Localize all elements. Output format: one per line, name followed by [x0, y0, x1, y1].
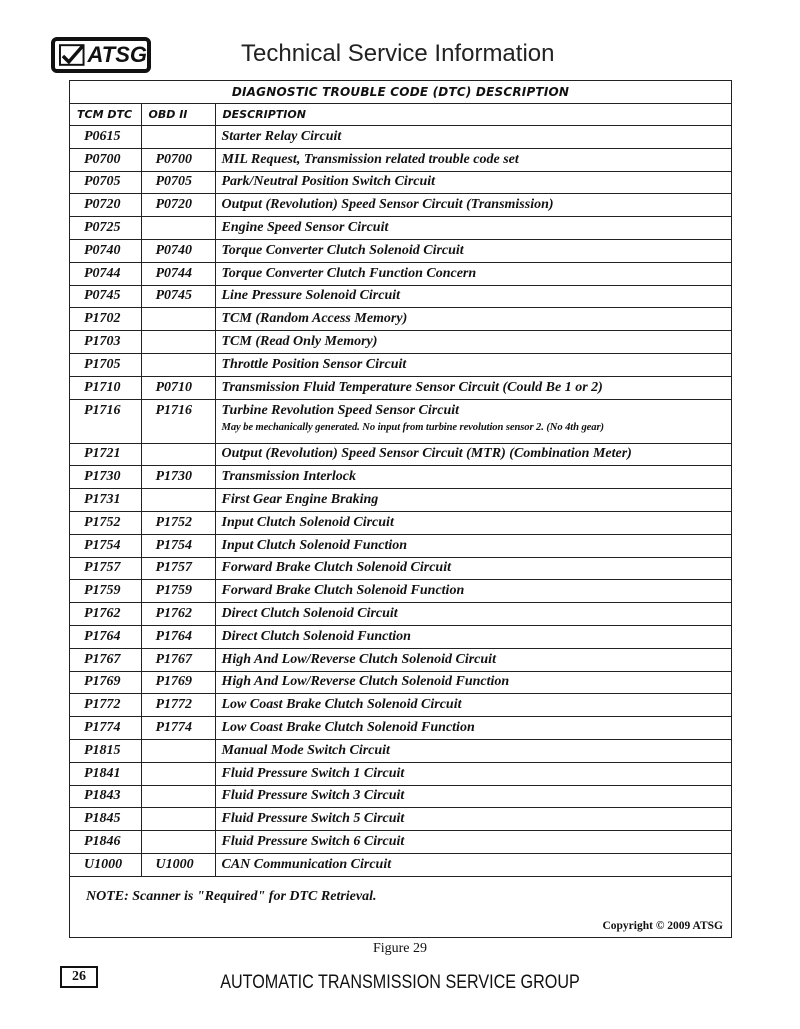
table-row — [70, 762, 731, 785]
table-row — [70, 511, 731, 534]
obd-ii-cell: P1759 — [141, 580, 215, 603]
obd-ii-cell: P1716 — [141, 399, 215, 443]
tcm-dtc-cell: P1754 — [70, 534, 141, 557]
tcm-dtc-cell: P1774 — [70, 717, 141, 740]
description-cell — [215, 443, 731, 466]
description-cell — [215, 580, 731, 603]
page-number: 26 — [60, 966, 98, 988]
obd-ii-cell: P1769 — [141, 671, 215, 694]
obd-ii-cell: P0745 — [141, 285, 215, 308]
description-text: Low Coast Brake Clutch Solenoid Circuit — [221, 697, 462, 713]
obd-ii-cell: P0740 — [141, 239, 215, 262]
table-row — [70, 580, 731, 603]
tcm-dtc-cell: P1705 — [70, 353, 141, 376]
description-text: Transmission Interlock — [221, 469, 356, 485]
tcm-dtc-cell: P1769 — [70, 671, 141, 694]
obd-ii-cell — [141, 443, 215, 466]
description-text: First Gear Engine Braking — [221, 492, 379, 508]
description-text: Direct Clutch Solenoid Circuit — [221, 606, 398, 622]
description-text: Engine Speed Sensor Circuit — [221, 220, 389, 236]
description-cell — [215, 739, 731, 762]
obd-ii-cell: P1754 — [141, 534, 215, 557]
figure-caption: Figure 29 — [372, 941, 428, 956]
table-row — [70, 808, 731, 831]
table-caption: DIAGNOSTIC TROUBLE CODE (DTC) DESCRIPTION — [70, 81, 731, 104]
description-cell — [215, 853, 731, 876]
column-header-tcm-dtc: TCM DTC — [70, 104, 141, 126]
description-cell — [215, 399, 731, 443]
tcm-dtc-cell: P1703 — [70, 331, 141, 354]
tcm-dtc-cell: P1815 — [70, 739, 141, 762]
table-row — [70, 171, 731, 194]
description-cell — [215, 808, 731, 831]
table-row — [70, 625, 731, 648]
description-text: TCM (Read Only Memory) — [221, 334, 378, 350]
description-text: Direct Clutch Solenoid Function — [221, 628, 411, 644]
tcm-dtc-cell: U1000 — [70, 853, 141, 876]
table-row — [70, 717, 731, 740]
tcm-dtc-cell: P0615 — [70, 126, 141, 149]
tcm-dtc-cell: P0700 — [70, 148, 141, 171]
table-row — [70, 557, 731, 580]
obd-ii-cell: P0710 — [141, 376, 215, 399]
description-text: Torque Converter Clutch Function Concern — [221, 265, 477, 281]
copyright: Copyright © 2009 ATSG — [602, 920, 723, 932]
tcm-dtc-cell: P0745 — [70, 285, 141, 308]
dtc-table-body — [70, 126, 731, 877]
footer-title: AUTOMATIC TRANSMISSION SERVICE GROUP — [220, 972, 580, 993]
tcm-dtc-cell: P0705 — [70, 171, 141, 194]
table-row — [70, 239, 731, 262]
table-row — [70, 853, 731, 876]
description-note: May be mechanically generated. No input from turbine revolution sensor 2. (No 4th gear) — [221, 421, 604, 433]
tcm-dtc-cell: P1772 — [70, 694, 141, 717]
description-cell — [215, 762, 731, 785]
description-cell — [215, 262, 731, 285]
table-row — [70, 353, 731, 376]
description-text: High And Low/Reverse Clutch Solenoid Function — [221, 674, 510, 690]
table-row — [70, 285, 731, 308]
table-row — [70, 217, 731, 240]
obd-ii-cell — [141, 126, 215, 149]
tcm-dtc-cell: P1764 — [70, 625, 141, 648]
description-cell — [215, 511, 731, 534]
obd-ii-cell — [141, 308, 215, 331]
obd-ii-cell — [141, 785, 215, 808]
table-row — [70, 308, 731, 331]
description-text: Throttle Position Sensor Circuit — [221, 356, 407, 372]
table-row — [70, 739, 731, 762]
description-cell — [215, 671, 731, 694]
description-text: Manual Mode Switch Circuit — [221, 742, 390, 758]
tcm-dtc-cell: P1721 — [70, 443, 141, 466]
obd-ii-cell — [141, 831, 215, 854]
description-text: Turbine Revolution Speed Sensor Circuit — [221, 402, 460, 418]
tcm-dtc-cell: P1710 — [70, 376, 141, 399]
obd-ii-cell: P0720 — [141, 194, 215, 217]
tcm-dtc-cell: P1767 — [70, 648, 141, 671]
description-cell — [215, 194, 731, 217]
dtc-figure-box — [69, 80, 732, 938]
obd-ii-cell: P1774 — [141, 717, 215, 740]
obd-ii-cell: P1764 — [141, 625, 215, 648]
tcm-dtc-cell: P1730 — [70, 466, 141, 489]
obd-ii-cell: P1767 — [141, 648, 215, 671]
description-cell — [215, 308, 731, 331]
dtc-table — [70, 104, 731, 877]
table-row — [70, 489, 731, 512]
table-row — [70, 331, 731, 354]
description-text: Output (Revolution) Speed Sensor Circuit (Transmission) — [221, 197, 554, 213]
obd-ii-cell — [141, 762, 215, 785]
table-row — [70, 831, 731, 854]
description-text: Output (Revolution) Speed Sensor Circuit (MTR) (Combination Meter) — [221, 446, 632, 462]
description-cell — [215, 466, 731, 489]
description-cell — [215, 239, 731, 262]
table-row — [70, 399, 731, 443]
description-cell — [215, 603, 731, 626]
tcm-dtc-cell: P1845 — [70, 808, 141, 831]
obd-ii-cell: P1730 — [141, 466, 215, 489]
obd-ii-cell — [141, 217, 215, 240]
tcm-dtc-cell: P1752 — [70, 511, 141, 534]
description-cell — [215, 557, 731, 580]
description-cell — [215, 376, 731, 399]
description-text: Fluid Pressure Switch 3 Circuit — [221, 788, 405, 804]
description-text: High And Low/Reverse Clutch Solenoid Circuit — [221, 651, 496, 667]
description-text: Forward Brake Clutch Solenoid Function — [221, 583, 465, 599]
table-row — [70, 534, 731, 557]
description-text: Line Pressure Solenoid Circuit — [221, 288, 401, 304]
description-text: Park/Neutral Position Switch Circuit — [221, 174, 436, 190]
description-cell — [215, 694, 731, 717]
description-text: Low Coast Brake Clutch Solenoid Function — [221, 720, 475, 736]
description-cell — [215, 625, 731, 648]
description-cell — [215, 717, 731, 740]
description-text: TCM (Random Access Memory) — [221, 311, 408, 327]
description-cell — [215, 534, 731, 557]
description-text: Fluid Pressure Switch 6 Circuit — [221, 834, 405, 849]
obd-ii-cell: P0744 — [141, 262, 215, 285]
tcm-dtc-cell: P1702 — [70, 308, 141, 331]
table-row — [70, 694, 731, 717]
obd-ii-cell: P0700 — [141, 148, 215, 171]
tcm-dtc-cell: P0740 — [70, 239, 141, 262]
obd-ii-cell — [141, 331, 215, 354]
obd-ii-cell: P1762 — [141, 603, 215, 626]
tcm-dtc-cell: P1843 — [70, 785, 141, 808]
tcm-dtc-cell: P1846 — [70, 831, 141, 854]
description-cell — [215, 831, 731, 854]
description-cell — [215, 331, 731, 354]
description-text: Fluid Pressure Switch 1 Circuit — [221, 765, 405, 781]
table-row — [70, 376, 731, 399]
tcm-dtc-cell: P0725 — [70, 217, 141, 240]
table-row — [70, 671, 731, 694]
table-row — [70, 466, 731, 489]
obd-ii-cell — [141, 739, 215, 762]
tcm-dtc-cell: P1762 — [70, 603, 141, 626]
description-text: Fluid Pressure Switch 5 Circuit — [221, 811, 405, 827]
tcm-dtc-cell: P0744 — [70, 262, 141, 285]
description-text: Input Clutch Solenoid Circuit — [221, 514, 394, 530]
tcm-dtc-cell: P1841 — [70, 762, 141, 785]
column-header-obd-ii: OBD II — [141, 104, 215, 126]
obd-ii-cell — [141, 808, 215, 831]
table-row — [70, 648, 731, 671]
checkmark-icon — [59, 44, 85, 66]
tcm-dtc-cell: P0720 — [70, 194, 141, 217]
description-cell — [215, 171, 731, 194]
page-title: Technical Service Information — [241, 40, 555, 67]
table-row — [70, 126, 731, 149]
obd-ii-cell: U1000 — [141, 853, 215, 876]
atsg-logo — [51, 37, 151, 73]
table-row — [70, 785, 731, 808]
tcm-dtc-cell: P1731 — [70, 489, 141, 512]
description-cell — [215, 217, 731, 240]
table-row — [70, 262, 731, 285]
tcm-dtc-cell: P1759 — [70, 580, 141, 603]
obd-ii-cell: P1772 — [141, 694, 215, 717]
description-cell — [215, 148, 731, 171]
table-row — [70, 148, 731, 171]
logo-text: ATSG — [87, 42, 147, 67]
description-cell — [215, 785, 731, 808]
table-row — [70, 194, 731, 217]
tcm-dtc-cell: P1716 — [70, 399, 141, 443]
obd-ii-cell: P1752 — [141, 511, 215, 534]
obd-ii-cell — [141, 489, 215, 512]
description-text: Input Clutch Solenoid Function — [221, 537, 408, 553]
description-cell — [215, 285, 731, 308]
description-cell — [215, 126, 731, 149]
tcm-dtc-cell: P1757 — [70, 557, 141, 580]
table-row — [70, 443, 731, 466]
description-cell — [215, 489, 731, 512]
table-row — [70, 603, 731, 626]
description-text: Torque Converter Clutch Solenoid Circuit — [221, 242, 464, 258]
description-cell — [215, 648, 731, 671]
description-text: CAN Communication Circuit — [221, 856, 392, 872]
obd-ii-cell — [141, 353, 215, 376]
description-text: MIL Request, Transmission related trouble code set — [221, 151, 519, 167]
obd-ii-cell: P1757 — [141, 557, 215, 580]
table-header-row — [70, 104, 731, 126]
description-text: Forward Brake Clutch Solenoid Circuit — [221, 560, 451, 576]
obd-ii-cell: P0705 — [141, 171, 215, 194]
description-text: Transmission Fluid Temperature Sensor Circuit (Could Be 1 or 2) — [221, 379, 603, 395]
scanner-note: NOTE: Scanner is "Required" for DTC Retrieval. — [86, 889, 377, 904]
description-cell — [215, 353, 731, 376]
column-header-description: DESCRIPTION — [215, 104, 731, 126]
description-text: Starter Relay Circuit — [221, 128, 342, 144]
